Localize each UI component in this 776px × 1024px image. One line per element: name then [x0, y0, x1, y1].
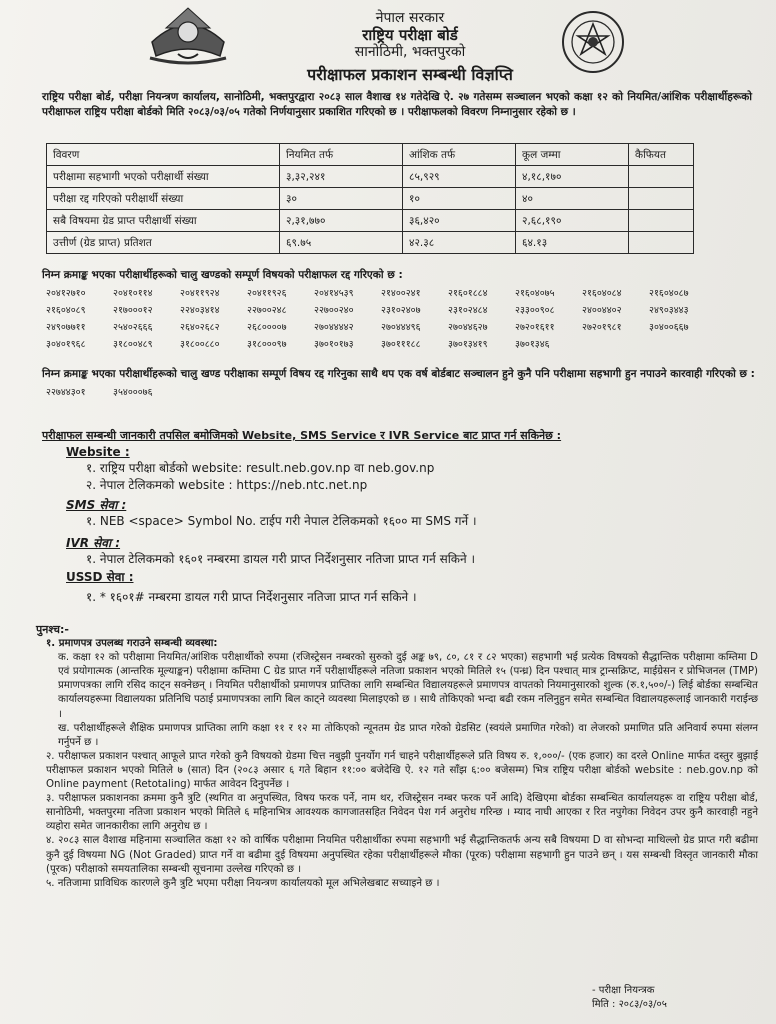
info-section: [42, 428, 762, 606]
notice-title: परीक्षाफल प्रकाशन सम्बन्धी विज्ञप्ति: [307, 65, 513, 84]
note-item3: ३. परीक्षाफल प्रकाशनका क्रममा कुनै त्रुटि (स्थगित वा अनुपस्थित, विषय फरक पर्ने, नाम थर, रजिस्ट्रेसन नम्बर फरक पर्ने आदि) देखिएमा बोर्डका सम्बन्धित कार्यालयहरू वा राष्ट्रिय परीक्षा बोर्ड, सानोठिमी, भक्तपुरमा नतिजा प्रकाशन भएको मितिले ६ महिनाभित्र आवश्यक कागजातसहित निवेदन पेश गर्न अनुरोध गरिन्छ । म्याद नाघी आएका र रित नपुगेका निवेदन उपर कुनै कारवाही नहुने व्यहोरा समेत जानकारीका लागि अनुरोध छ ।: [46, 793, 758, 833]
roll-number: २७०४४४९६: [381, 322, 421, 333]
table-cell: ३०: [280, 188, 403, 210]
roll-number: २४९०३४४३: [649, 305, 689, 316]
table-row: [47, 188, 694, 210]
roll-number: २०४११९२४: [180, 288, 220, 299]
info-heading: परीक्षाफल सम्बन्धी जानकारी तपसिल बमोजिमको Website, SMS Service र IVR Service बाट प्राप्त गर्न सकिनेछ :: [42, 429, 562, 442]
note-item4: ४. २०८३ साल वैशाख महिनामा सञ्चालित कक्षा १२ को वार्षिक परीक्षामा नियमित परीक्षार्थीका रुपमा सहभागी भई सैद्धान्तिकतर्फ अन्य सबै विषयमा D वा सोभन्दा माथिल्लो ग्रेड प्राप्त गरी बढीमा कुनै दुई विषयमा NG (Not Graded) प्राप्त गर्ने वा बढीमा दुई विषयमा अनुपस्थित रहेका परीक्षार्थीहरूले मौका (पूरक) परीक्षामा सहभागी हुन पाउने छन् । यस सम्बन्धी विस्तृत जानकारी मौका (पूरक) परीक्षाको समयतालिका सम्बन्धी सूचनामा उल्लेख गरिएको छ ।: [46, 835, 758, 875]
roll-number: २१७०००१२: [113, 305, 153, 316]
roll-number: ३७०१३४१९: [448, 339, 488, 350]
roll-number: २३१०२४८४: [448, 305, 488, 316]
table-cell: उत्तीर्ण (ग्रेड प्राप्त) प्रतिशत: [47, 232, 280, 254]
header-line1: नेपाल सरकार: [375, 10, 445, 26]
table-header: कूल जम्मा: [516, 144, 629, 166]
table-row: [47, 166, 694, 188]
note-item5: ५. नतिजामा प्राविधिक कारणले कुनै त्रुटि भएमा परीक्षा नियन्त्रण कार्यालयको मूल अभिलेखबाट सच्याइने छ ।: [46, 877, 440, 889]
ivr-label: IVR सेवा :: [66, 536, 121, 550]
table-cell: सबै विषयमा ग्रेड प्राप्त परीक्षार्थी संख्या: [47, 210, 280, 232]
roll-number: २५४०२६६६: [113, 322, 153, 333]
roll-number: २६८००००७: [247, 322, 287, 333]
roll-number: ३०४००६६७: [649, 322, 689, 333]
table-cell: ६९.७५: [280, 232, 403, 254]
header-line2: राष्ट्रिय परीक्षा बोर्ड: [362, 26, 458, 44]
table-cell: ४०: [516, 188, 629, 210]
table-cell: [629, 232, 694, 254]
website-item: १. राष्ट्रिय परीक्षा बोर्डको website: result.neb.gov.np वा neb.gov.np: [86, 461, 435, 475]
table-cell: २,३१,७७०: [280, 210, 403, 232]
roll-number: ३७०१३४६: [515, 339, 550, 350]
roll-number: २७२०१९८१: [582, 322, 622, 333]
table-header-row: [47, 144, 694, 166]
website-item: २. नेपाल टेलिकमको website : https://neb.ntc.net.np: [86, 478, 368, 492]
signature-block: [592, 984, 667, 1012]
table-cell: ३६,४२०: [403, 210, 516, 232]
roll-number: २१६०४०८९: [46, 305, 86, 316]
roll-number: २१४००२४१: [381, 288, 421, 299]
cancelled-section: [42, 268, 762, 352]
signature-date: मिति : २०८३/०३/०५: [592, 999, 667, 1010]
roll-number: २१६०४०७५: [515, 288, 555, 299]
table-cell: [629, 210, 694, 232]
roll-number: २१६०१८८४: [448, 288, 488, 299]
website-label: Website :: [66, 445, 130, 459]
note-item1-ka: क. कक्षा १२ को परीक्षामा नियमित/आंशिक परीक्षार्थीको रुपमा (रजिस्ट्रेसन नम्बरको सुरुको दुई अङ्क ७९, ८०, ८१ र ८२ भएका) सहभागी भई प्रत्येक विषयको सैद्धान्तिक परीक्षामा कम्तिमा D एवं प्रयोगात्मक (आन्तरिक मूल्याङ्कन) परीक्षामा कम्तिमा C ग्रेड प्राप्त गर्ने परीक्षार्थीहरूले नतिजा प्रकाशन भएको मितिले १५ (पन्ध्र) दिन पश्चात् मात्र ट्रान्सक्रिप्ट, माईग्रेसन र प्रोभिजनल (TMP) प्रमाणपत्रका लागि रसिद काट्न सक्नेछन् । नियमित परीक्षार्थीको प्रमाणपत्र प्राप्तिका लागि सम्बन्धित विद्यालयहरूले प्रमाणपत्र वापतको नियमानुसारको शुल्क (रु.१,५००/-) लिई बोर्डका सम्बन्धित कार्यालयहरूमा विद्यालयका प्रतिनिधि पठाई प्रमाणपत्रका लागि बिल काट्ने व्यवस्था मिलाइएको छ । साथै तोकिएको भन्दा बढी रकम नलिनुहुन समेत सम्बन्धित विद्यालयहरूलाई जानकारी गराईन्छ ।: [58, 652, 758, 720]
roll-number: ३१८०००९७: [247, 339, 287, 350]
table-cell: ३,३२,२४१: [280, 166, 403, 188]
roll-number: २६४०२६८२: [180, 322, 220, 333]
roll-number: ३१८००४८९: [113, 339, 153, 350]
table-cell: २,६८,१९०: [516, 210, 629, 232]
banned-section: [42, 367, 762, 400]
table-header: विवरण: [47, 144, 280, 166]
table-cell: परीक्षा रद्द गरिएको परीक्षार्थी संख्या: [47, 188, 280, 210]
banned-heading: निम्न क्रमाङ्क भएका परीक्षार्थीहरूको चालु खण्ड परीक्षाका सम्पूर्ण विषय रद्द गरिनुका साथै थप एक वर्ष बोर्डबाट सञ्चालन हुने कुनै पनि परीक्षामा सहभागी हुन नपाउने कारवाही गरिएको छ :: [42, 368, 755, 380]
roll-number: २०४११९२६: [247, 288, 287, 299]
notice-header: [230, 10, 590, 85]
roll-number: ३५४०००७६: [113, 387, 153, 398]
table-header: कैफियत: [629, 144, 694, 166]
banned-roll-list: [42, 385, 762, 400]
table-row: [47, 210, 694, 232]
roll-number: ३७०१११८८: [381, 339, 421, 350]
roll-number: २७०४४४४२: [314, 322, 354, 333]
table-cell: १०: [403, 188, 516, 210]
results-table: [46, 143, 694, 254]
table-row: [47, 232, 694, 254]
intro-paragraph: राष्ट्रिय परीक्षा बोर्ड, परीक्षा नियन्त्रण कार्यालय, सानोठिमी, भक्तपुरद्वारा २०८३ साल वैशाख १४ गतेदेखि ऐ. २७ गतेसम्म सञ्चालन भएको कक्षा १२ को नियमित/आंशिक परीक्षार्थीहरूको परीक्षाफल राष्ट्रिय परीक्षा बोर्डको मिति २०८३/०३/०५ गतेको निर्णयानुसार प्रकाशित गरिएको छ । परीक्षाफलको विवरण निम्नानुसार रहेको छ ।: [42, 91, 752, 118]
roll-number: २४९०७७११: [46, 322, 86, 333]
note-item1-kha: ख. परीक्षार्थीहरूले शैक्षिक प्रमाणपत्र प्राप्तिका लागि कक्षा ११ र १२ मा तोकिएको न्यूनतम ग्रेड प्राप्त गरेको ग्रेडसिट (स्वयंले प्रमाणित गरेको) वा लेजरको प्रमाणित प्रति अनिवार्य रुपमा संलग्न गर्नुपर्ने छ ।: [58, 722, 758, 748]
roll-number: २०४१०११४: [113, 288, 153, 299]
roll-number: २०४१४५३९: [314, 288, 354, 299]
nepal-emblem-icon: [142, 2, 234, 66]
table-cell: ६४.१३: [516, 232, 629, 254]
roll-number: २२४०३४१४: [180, 305, 220, 316]
roll-number: ३७०१०१७३: [314, 339, 354, 350]
sms-item: १. NEB <space> Symbol No. टाईप गरी नेपाल टेलिकमको १६०० मा SMS गर्ने ।: [86, 514, 477, 528]
table-cell: [629, 188, 694, 210]
signatory-title: - परीक्षा नियन्त्रक: [592, 985, 655, 996]
sms-label: SMS सेवा :: [66, 498, 127, 512]
roll-number: २२७४४३०१: [46, 387, 86, 398]
ivr-item: १. नेपाल टेलिकमको १६०१ नम्बरमा डायल गरी प्राप्त निर्देशनुसार नतिजा प्राप्त गर्न सकिने ।: [86, 552, 476, 566]
cancelled-roll-list: [42, 286, 762, 352]
header-line3: सानोठिमी, भक्तपुरको: [354, 44, 466, 60]
notes-section: [36, 623, 758, 891]
roll-number: २४००४४०२: [582, 305, 622, 316]
notes-heading: पुनश्च:-: [36, 623, 69, 636]
roll-number: २१६०४०८७: [649, 288, 689, 299]
roll-number: २३१०२४०७: [381, 305, 421, 316]
roll-number: २२७००२४८: [247, 305, 287, 316]
roll-number: २३३००९०८: [515, 305, 555, 316]
roll-number: २१६०४०८४: [582, 288, 622, 299]
table-cell: [629, 166, 694, 188]
roll-number: ३०४०१९६८: [46, 339, 86, 350]
table-cell: ४,१८,१७०: [516, 166, 629, 188]
table-cell: परीक्षामा सहभागी भएको परीक्षार्थी संख्या: [47, 166, 280, 188]
cancelled-heading: निम्न क्रमाङ्क भएका परीक्षार्थीहरूको चालु खण्डको सम्पूर्ण विषयको परीक्षाफल रद्द गरिएको छ :: [42, 269, 403, 281]
note-item2: २. परीक्षाफल प्रकाशन पश्चात् आफूले प्राप्त गरेको कुनै विषयको ग्रेडमा चित्त नबुझी पुनर्योग गर्न चाहने परीक्षार्थीहरूले प्रति विषय रु. १,०००/- (एक हजार) का दरले Online मार्फत दस्तुर बुझाई परीक्षाफल प्रकाशन भएको मितिले ७ (सात) दिन (२०८३ असार ६ गते बिहान ११:०० बजेदेखि ऐ. १२ गते साँझ ६:०० बजेसम्म) भित्र राष्ट्रिय परीक्षा बोर्डको website : neb.gov.np को Online payment (Retotaling) मार्फत आवेदन दिनुपर्नेछ ।: [46, 750, 758, 791]
ussd-label: USSD सेवा :: [66, 570, 134, 584]
roll-number: २७०४४६२७: [448, 322, 488, 333]
table-cell: ४२.३८: [403, 232, 516, 254]
note-item1-title: १. प्रमाणपत्र उपलब्ध गराउने सम्बन्धी व्यवस्था:: [46, 638, 218, 650]
ussd-item: १. * १६०१# नम्बरमा डायल गरी प्राप्त निर्देशनुसार नतिजा प्राप्त गर्न सकिने ।: [86, 590, 417, 604]
roll-number: २७२०१६११: [515, 322, 555, 333]
table-header: आंशिक तर्फ: [403, 144, 516, 166]
table-cell: ८५,९२९: [403, 166, 516, 188]
table-header: नियमित तर्फ: [280, 144, 403, 166]
roll-number: २०४१२७१०: [46, 288, 86, 299]
roll-number: २२७००२४०: [314, 305, 354, 316]
roll-number: ३१८००८८०: [180, 339, 220, 350]
